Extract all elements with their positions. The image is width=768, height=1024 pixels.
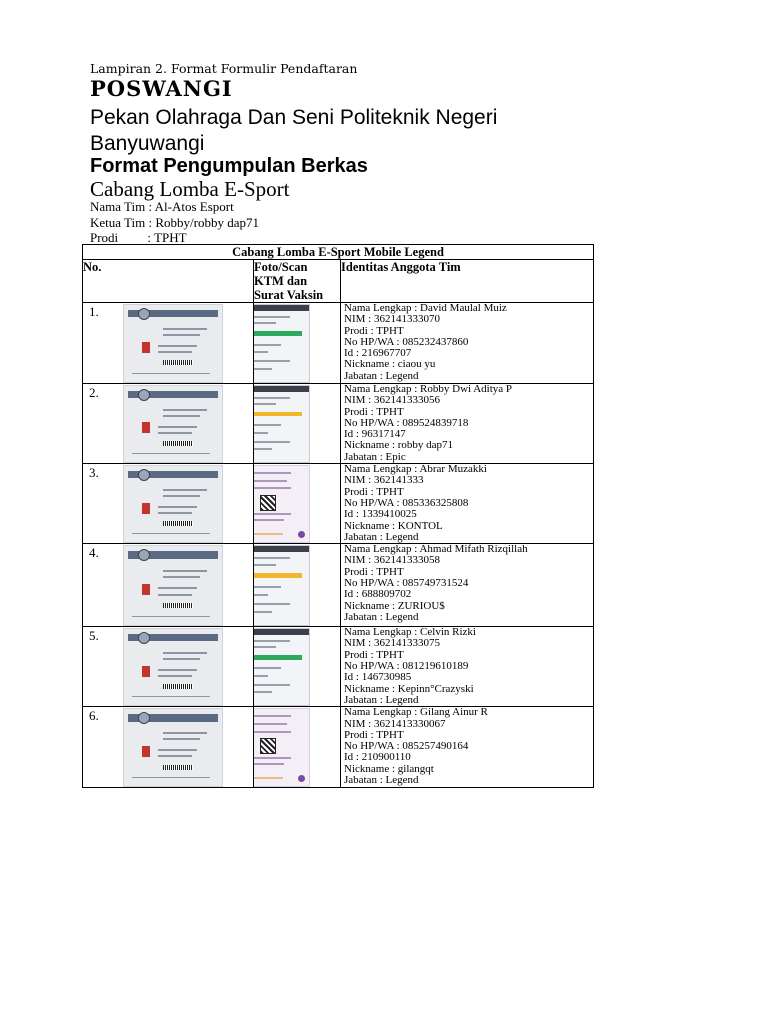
registration-table xyxy=(82,244,594,788)
member-id: Id : 1339410025 xyxy=(344,508,417,521)
vaccine-certificate-image xyxy=(254,708,311,787)
table-row xyxy=(83,544,594,627)
member-id: Id : 210900110 xyxy=(344,751,411,764)
member-jabatan: Jabatan : Epic xyxy=(344,450,406,463)
member-nama: Nama Lengkap : David Maulal Muiz xyxy=(344,302,507,314)
vaccine-certificate-image xyxy=(254,465,311,543)
lampiran-label: Lampiran 2. Format Formulir Pendaftaran xyxy=(90,61,358,76)
member-nama: Nama Lengkap : Celvin Rizki xyxy=(344,626,476,639)
member-nickname: Nickname : ciaou yu xyxy=(344,358,436,371)
member-nim: NIM : 362141333075 xyxy=(344,637,440,650)
member-identity xyxy=(341,707,594,788)
event-heading-line1: Pekan Olahraga Dan Seni Politeknik Negeri xyxy=(90,106,498,129)
member-nim: NIM : 362141333 xyxy=(344,474,424,487)
team-captain: Ketua Tim : Robby/robby dap71 xyxy=(90,215,260,230)
table-row xyxy=(83,464,594,544)
member-prodi: Prodi : TPHT xyxy=(344,728,404,741)
table-row xyxy=(83,707,594,788)
vaccine-app-screenshot-image xyxy=(254,304,311,383)
member-nickname: Nickname : robby dap71 xyxy=(344,439,454,452)
member-nama: Nama Lengkap : Abrar Muzakki xyxy=(344,463,487,476)
team-name: Nama Tim : Al-Atos Esport xyxy=(90,199,234,214)
row-number-label: 4. xyxy=(89,545,99,561)
col-no-header: No. xyxy=(83,260,254,303)
member-identity xyxy=(341,627,594,707)
row-number-label: 5. xyxy=(89,628,99,644)
row-number xyxy=(83,464,254,544)
member-identity xyxy=(341,303,594,384)
table-row xyxy=(83,303,594,384)
col-identitas-header: Identitas Anggota Tim xyxy=(341,260,594,303)
member-jabatan: Jabatan : Legend xyxy=(344,610,419,623)
member-id: Id : 216967707 xyxy=(344,347,412,360)
ktm-scan-image xyxy=(123,628,223,706)
row-number xyxy=(83,627,254,707)
member-hp: No HP/WA : 081219610189 xyxy=(344,660,469,673)
member-nim: NIM : 362141333070 xyxy=(344,313,440,326)
member-nickname: Nickname : Kepinn°Crazyski xyxy=(344,682,474,695)
member-nim: NIM : 362141333058 xyxy=(344,554,440,567)
member-prodi: Prodi : TPHT xyxy=(344,405,404,418)
member-nim: NIM : 362141333056 xyxy=(344,394,440,407)
member-identity xyxy=(341,384,594,464)
vaccine-app-screenshot-image xyxy=(254,385,311,463)
member-id: Id : 688809702 xyxy=(344,588,412,601)
member-hp: No HP/WA : 085749731524 xyxy=(344,577,469,590)
member-hp: No HP/WA : 085232437860 xyxy=(344,335,469,348)
member-id: Id : 96317147 xyxy=(344,428,406,441)
member-hp: No HP/WA : 085336325808 xyxy=(344,496,469,509)
member-identity xyxy=(341,544,594,627)
member-id: Id : 146730985 xyxy=(344,671,412,684)
vaccine-app-screenshot-image xyxy=(254,545,311,626)
format-heading: Format Pengumpulan Berkas xyxy=(90,155,368,177)
member-nama: Nama Lengkap : Ahmad Mifath Rizqillah xyxy=(344,543,528,556)
member-nickname: Nickname : ZURIOU$ xyxy=(344,599,445,612)
member-jabatan: Jabatan : Legend xyxy=(344,369,419,382)
ktm-scan-image xyxy=(123,304,223,383)
vaccine-app-screenshot-image xyxy=(254,628,311,706)
table-row xyxy=(83,627,594,707)
vaccine-cell xyxy=(254,627,341,707)
member-nim: NIM : 3621413330067 xyxy=(344,717,446,730)
poswangi-title: POSWANGI xyxy=(90,76,233,101)
team-prodi: Prodi : TPHT xyxy=(90,230,187,245)
member-nickname: Nickname : gilangqt xyxy=(344,762,434,775)
member-jabatan: Jabatan : Legend xyxy=(344,530,419,543)
cabang-title: Cabang Lomba E-Sport xyxy=(90,177,290,201)
ktm-scan-image xyxy=(123,385,223,463)
row-number-label: 2. xyxy=(89,385,99,400)
vaccine-cell xyxy=(254,384,341,464)
row-number-label: 3. xyxy=(89,465,99,481)
table-caption: Cabang Lomba E-Sport Mobile Legend xyxy=(83,245,594,260)
row-number-label: 1. xyxy=(89,304,99,319)
ktm-scan-image xyxy=(123,708,223,787)
vaccine-cell xyxy=(254,303,341,384)
member-jabatan: Jabatan : Legend xyxy=(344,774,419,787)
col-foto-header: Foto/Scan KTM dan Surat Vaksin xyxy=(254,260,341,303)
member-prodi: Prodi : TPHT xyxy=(344,648,404,661)
vaccine-cell xyxy=(254,464,341,544)
row-number-label: 6. xyxy=(89,708,99,724)
member-jabatan: Jabatan : Legend xyxy=(344,693,419,706)
member-identity xyxy=(341,464,594,544)
member-prodi: Prodi : TPHT xyxy=(344,565,404,578)
member-nama: Nama Lengkap : Gilang Ainur R xyxy=(344,706,488,719)
member-nama: Nama Lengkap : Robby Dwi Aditya P xyxy=(344,383,513,395)
member-hp: No HP/WA : 089524839718 xyxy=(344,416,469,429)
member-prodi: Prodi : TPHT xyxy=(344,485,404,498)
row-number xyxy=(83,384,254,464)
ktm-scan-image xyxy=(123,465,223,543)
row-number xyxy=(83,707,254,788)
ktm-scan-image xyxy=(123,545,223,626)
vaccine-cell xyxy=(254,707,341,788)
event-heading-line2: Banyuwangi xyxy=(90,132,205,155)
vaccine-cell xyxy=(254,544,341,627)
member-hp: No HP/WA : 085257490164 xyxy=(344,740,469,753)
row-number xyxy=(83,544,254,627)
member-nickname: Nickname : KONTOL xyxy=(344,519,443,532)
table-row xyxy=(83,384,594,464)
row-number xyxy=(83,303,254,384)
member-prodi: Prodi : TPHT xyxy=(344,324,404,337)
